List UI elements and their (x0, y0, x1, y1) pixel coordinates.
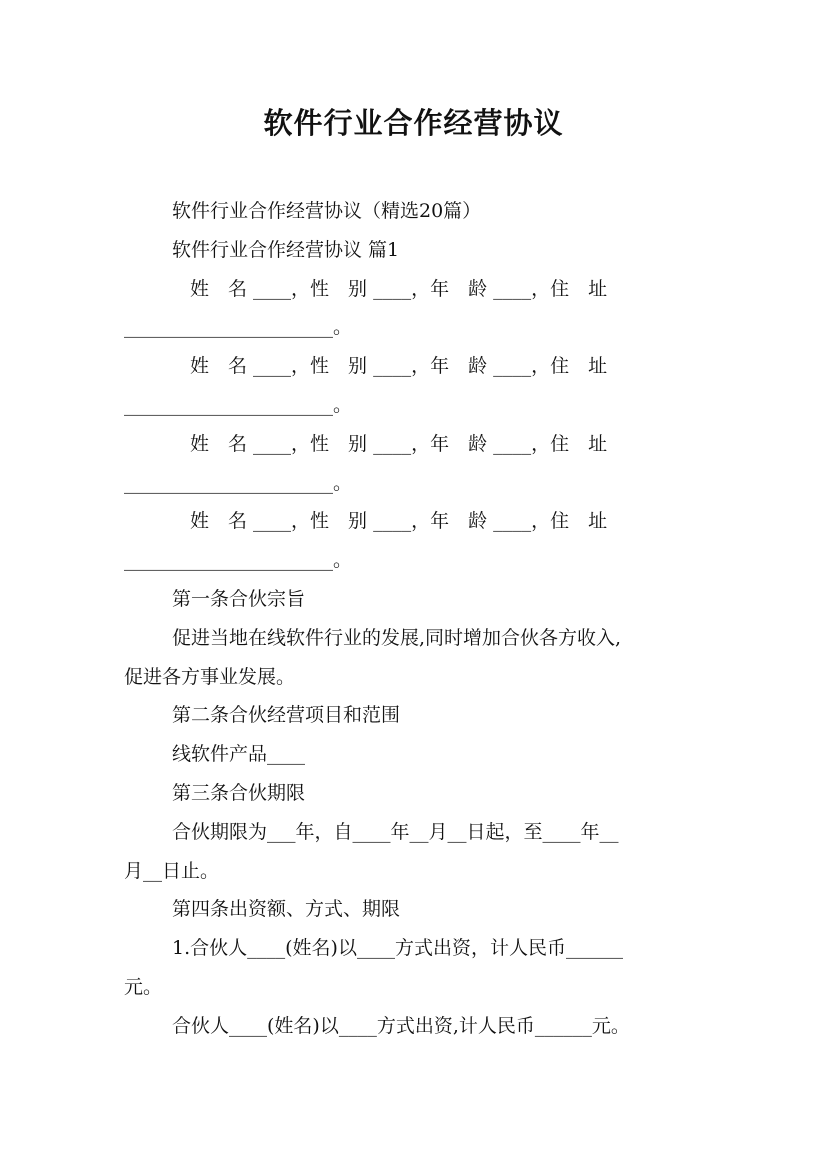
address-blank-line: ______________________。 (124, 549, 353, 572)
paragraph: 线软件产品____ (172, 743, 306, 766)
paragraph: 合伙期限为___年，自____年__月__日起，至____年__ (172, 820, 619, 843)
paragraph-continuation: 月__日止。 (124, 859, 220, 882)
paragraph-continuation: 促进各方事业发展。 (124, 665, 296, 688)
article-heading: 第一条合伙宗旨 (172, 587, 306, 610)
paragraph: 软件行业合作经营协议 篇1 (172, 238, 400, 261)
party-info-line: 姓 名 ____，性 别 ____，年 龄 ____，住 址 (190, 277, 608, 300)
article-heading: 第四条出资额、方式、期限 (172, 898, 401, 921)
article-heading: 第二条合伙经营项目和范围 (172, 704, 401, 727)
paragraph: 促进当地在线软件行业的发展,同时增加合伙各方收入, (172, 626, 622, 649)
address-blank-line: ______________________。 (124, 316, 353, 339)
address-blank-line: ______________________。 (124, 471, 353, 494)
party-info-line: 姓 名 ____，性 别 ____，年 龄 ____，住 址 (190, 432, 608, 455)
paragraph: 1.合伙人____(姓名)以____方式出资，计人民币______ (172, 937, 623, 960)
paragraph-continuation: 元。 (124, 975, 163, 998)
paragraph: 软件行业合作经营协议（精选20篇） (172, 200, 482, 222)
paragraph: 合伙人____(姓名)以____方式出资,计人民币______元。 (172, 1014, 630, 1037)
document-body (124, 192, 704, 1046)
document-title: 软件行业合作经营协议 (263, 106, 564, 140)
address-blank-line: ______________________。 (124, 393, 353, 416)
party-info-line: 姓 名 ____，性 别 ____，年 龄 ____，住 址 (190, 510, 608, 533)
article-heading: 第三条合伙期限 (172, 781, 306, 804)
party-info-line: 姓 名 ____，性 别 ____，年 龄 ____，住 址 (190, 355, 608, 378)
